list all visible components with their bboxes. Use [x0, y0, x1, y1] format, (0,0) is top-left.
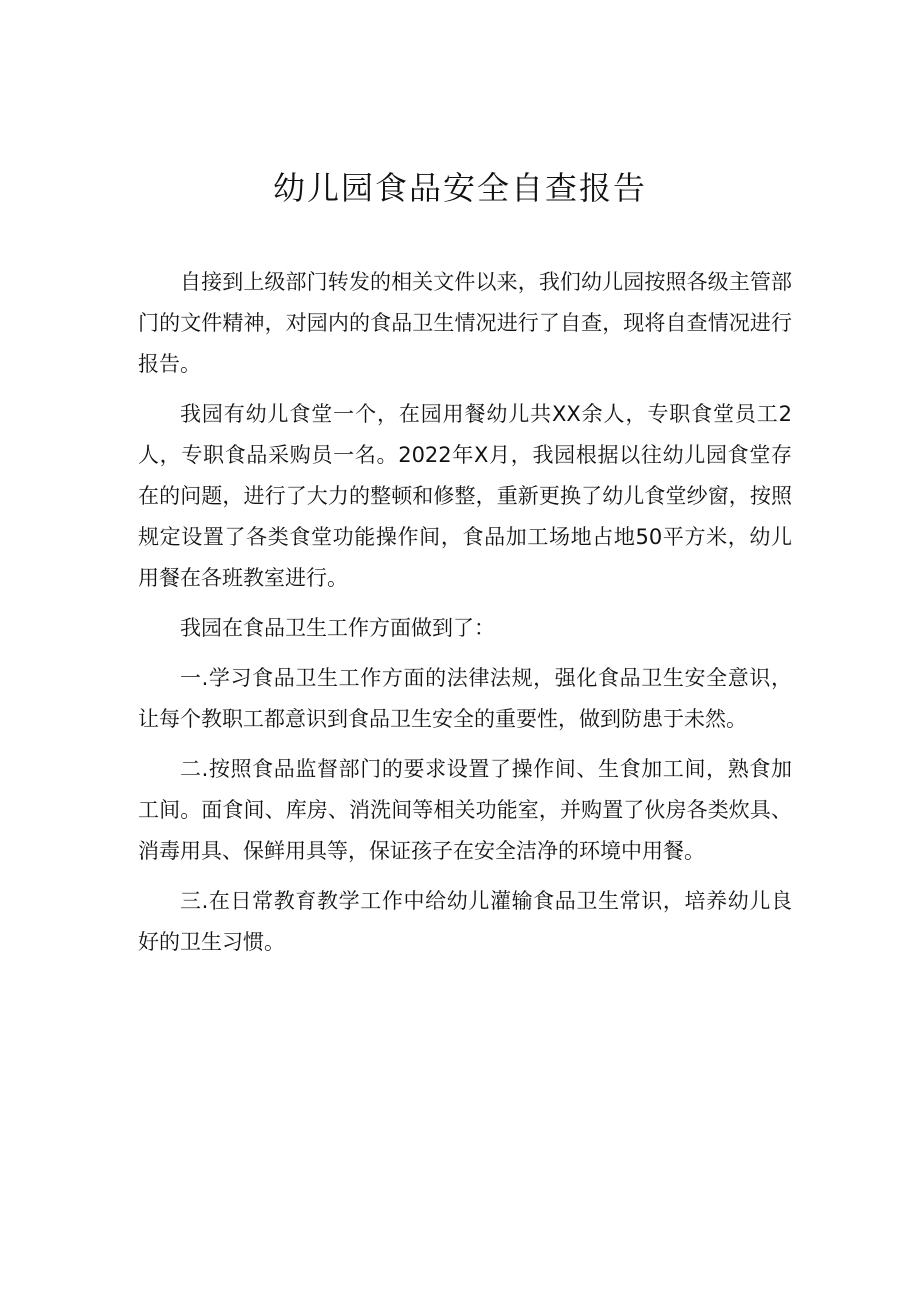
- paragraph-item-2: 二.按照食品监督部门的要求设置了操作间、生食加工间，熟食加工间。面食间、库房、消洗间等相关功能室，并购置了伙房各类炊具、消毒用具、保鲜用具等，保证孩子在安全洁净的环境中用餐。: [138, 757, 792, 863]
- paragraph-work-lead: 我园在食品卫生工作方面做到了：: [180, 616, 495, 640]
- document-title: 幼儿园食品安全自查报告: [272, 169, 647, 207]
- paragraph-canteen-overview: 我园有幼儿食堂一个，在园用餐幼儿共XX余人，专职食堂员工2人，专职食品采购员一名。2022年X月，我园根据以往幼儿园食堂存在的问题，进行了大力的整顿和修整，重新更换了幼儿食堂纱窗，按照规定设置了各类食堂功能操作间，食品加工场地占地50平方米，幼儿用餐在各班教室进行。: [138, 402, 792, 590]
- document-body: [138, 262, 792, 972]
- paragraph-intro: 自接到上级部门转发的相关文件以来，我们幼儿园按照各级主管部门的文件精神，对园内的食品卫生情况进行了自查，现将自查情况进行报告。: [138, 270, 792, 376]
- paragraph-item-3: 三.在日常教育教学工作中给幼儿灌输食品卫生常识，培养幼儿良好的卫生习惯。: [138, 889, 792, 954]
- paragraph-item-1: 一.学习食品卫生工作方面的法律法规，强化食品卫生安全意识，让每个教职工都意识到食品卫生安全的重要性，做到防患于未然。: [138, 666, 792, 731]
